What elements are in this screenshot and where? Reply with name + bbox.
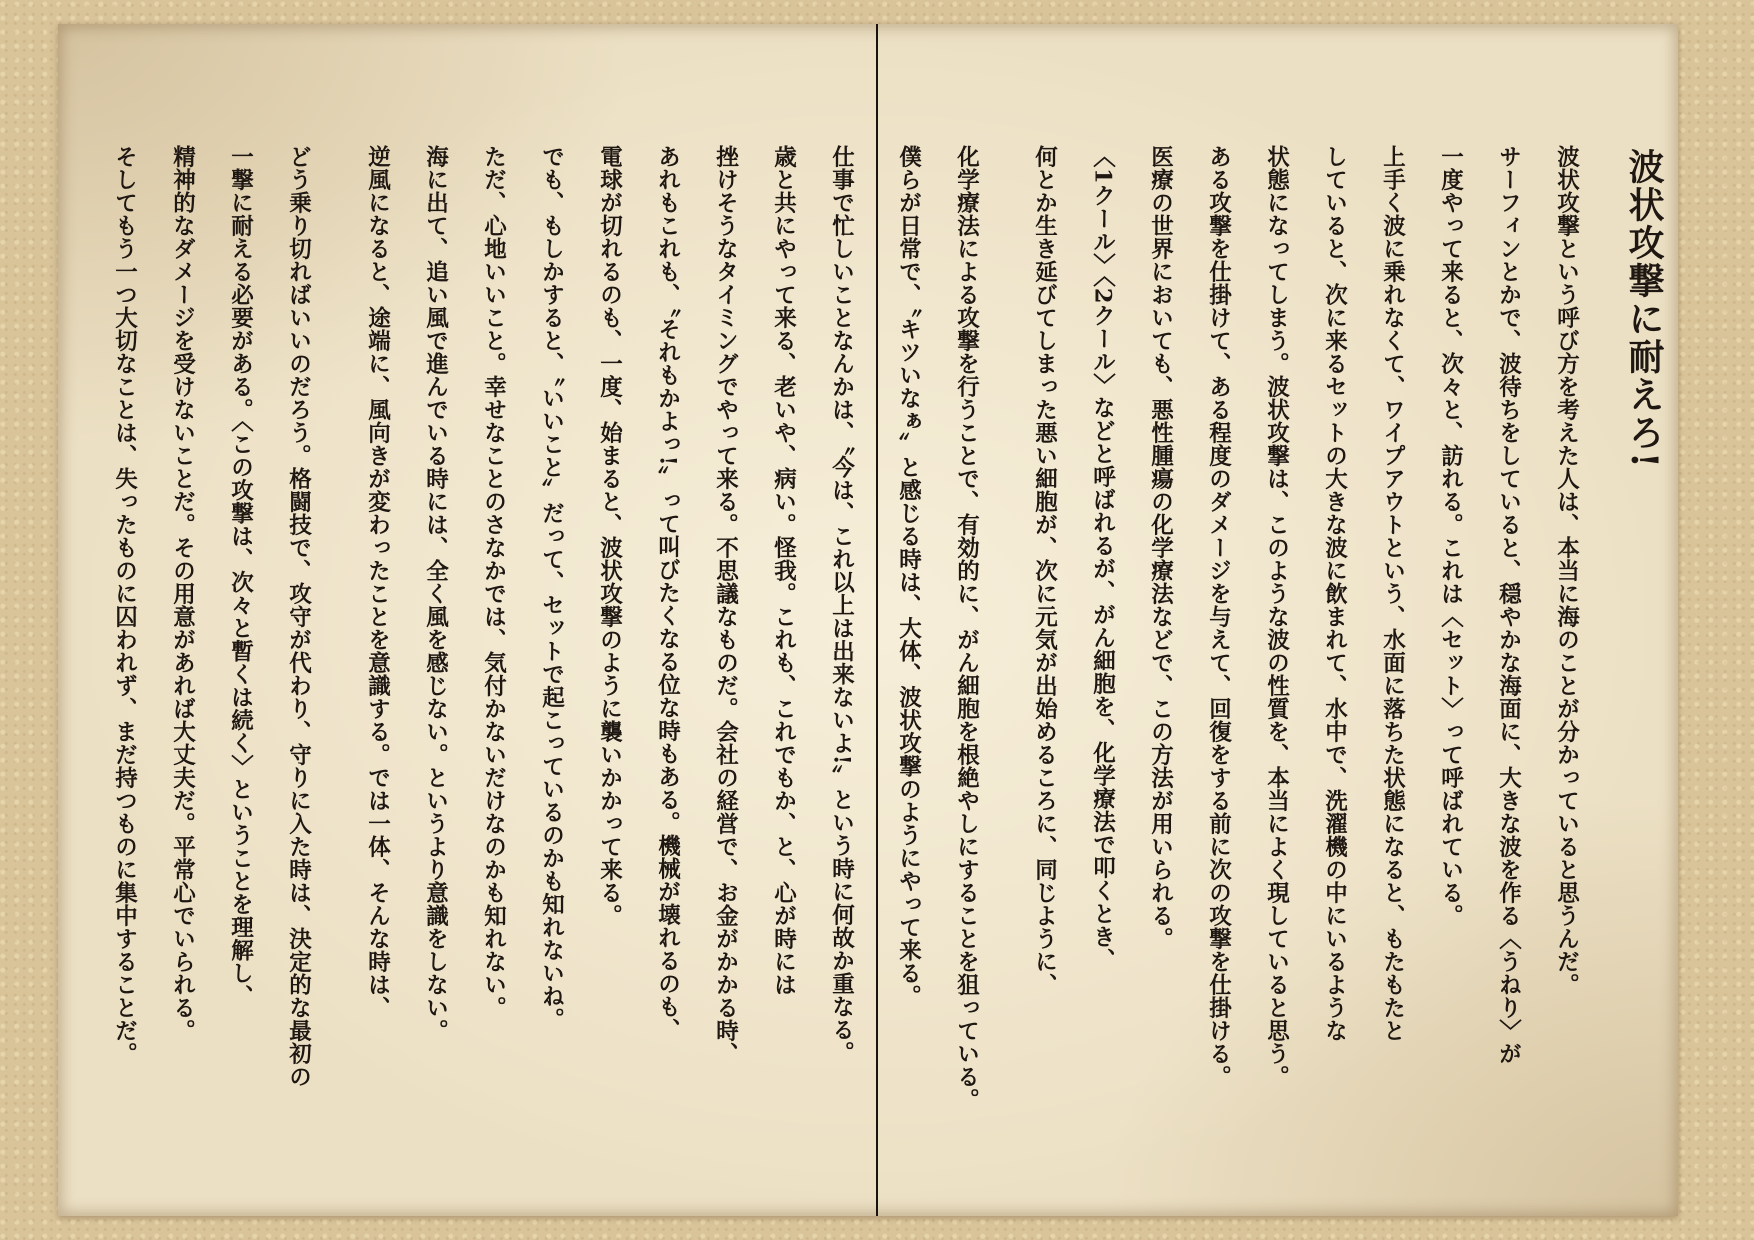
left-page-line-5: 電球が切れるのも、一度、始まると、波状攻撃のように襲いかかって来る。 — [596, 145, 623, 927]
left-page-line-2: 歳と共にやって来る、老いや、病い。怪我。これも、これでもか、と、心が時には — [770, 145, 797, 996]
right-page-line-9: 〈1クール〉〈2クール〉などと呼ばれるが、がん細胞を、化学療法で叩くとき、 — [1089, 145, 1116, 972]
left-page-line-10: どう乗り切ればいいのだろう。格闘技で、攻守が代わり、守りに入た時は、決定的な最初の — [285, 145, 312, 1088]
right-page-line-4: 上手く波に乗れなくて、ワイプアウトという、水面に落ちた状態になると、もたもたと — [1379, 145, 1406, 1042]
right-page-line-11: 化学療法による攻撃を行うことで、有効的に、がん細胞を根絶やしにすることを狙っている。 — [953, 145, 980, 1111]
right-page-line-12: 僕らが日常で、〝キツいなぁ〟と感じる時は、大体、波状攻撃のようにやって来る。 — [895, 145, 922, 1008]
left-page-line-7: ただ、心地いいこと。幸せなことのさなかでは、気付かないだけなのかも知れない。 — [480, 145, 507, 1019]
left-page-line-6: でも、もしかすると、〝いいこと〟だって、セットで起こっているのかも知れないね。 — [538, 145, 565, 1031]
right-page-line-5: していると、次に来るセットの大きな波に飲まれて、水中で、洗濯機の中にいるような — [1321, 145, 1348, 1042]
right-page-line-6: 状態になってしまう。波状攻撃は、このような波の性質を、本当によく現していると思う。 — [1263, 145, 1290, 1088]
left-page-line-1: 仕事で忙しいことなんかは、〝今は、これ以上は出来ないよ!〟という時に何故か重なる。 — [828, 145, 855, 1065]
right-page-line-3: 一度やって来ると、次々と、訪れる。これは〈セット〉って呼ばれている。 — [1437, 145, 1464, 927]
page-title: 波状攻撃に耐えろ! — [1623, 148, 1665, 470]
left-page-line-13: そしてもう一つ大切なことは、失ったものに囚われず、まだ持つものに集中することだ。 — [111, 145, 138, 1065]
right-page-line-10: 何とか生き延びてしまった悪い細胞が、次に元気が出始めるころに、同じように、 — [1031, 145, 1058, 996]
left-page-line-11: 一撃に耐える必要がある。〈この攻撃は、次々と暫くは続く〉ということを理解し、 — [227, 145, 254, 1008]
right-page-line-8: 医療の世界においても、悪性腫瘍の化学療法などで、この方法が用いられる。 — [1147, 145, 1174, 950]
left-page-line-12: 精神的なダメージを受けないことだ。その用意があれば大丈夫だ。平常心でいられる。 — [169, 145, 196, 1042]
left-page-line-4: あれもこれも、〝それもかよっ!〟って叫びたくなる位な時もある。機械が壊れるのも、 — [654, 145, 681, 1042]
right-page-line-1: 波状攻撃という呼び方を考えた人は、本当に海のことが分かっていると思うんだ。 — [1553, 145, 1580, 996]
left-page-line-8: 海に出て、追い風で進んでいる時には、全く風を感じない。というより意識をしない。 — [422, 145, 449, 1042]
right-page-line-7: ある攻撃を仕掛けて、ある程度のダメージを与えて、回復をする前に次の攻撃を仕掛ける。 — [1205, 145, 1232, 1088]
page-divider — [876, 24, 878, 1216]
left-page-line-3: 挫けそうなタイミングでやって来る。不思議なものだ。会社の経営で、お金がかかる時、 — [712, 145, 739, 1065]
right-page-line-2: サーフィンとかで、波待ちをしていると、穏やかな海面に、大きな波を作る〈うねり〉が — [1495, 145, 1522, 1065]
left-page-line-9: 逆風になると、途端に、風向きが変わったことを意識する。では一体、そんな時は、 — [364, 145, 391, 1019]
